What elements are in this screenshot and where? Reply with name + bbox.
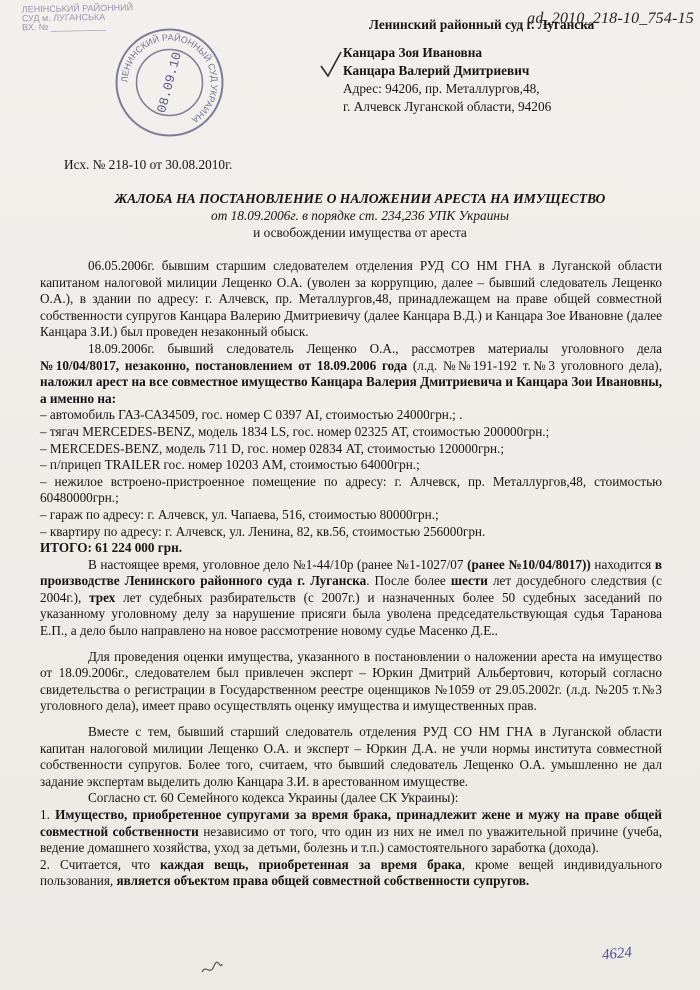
document-body [40, 258, 662, 890]
paragraph-expert: Для проведения оценки имущества, указанного в постановлении о наложении ареста на имущество от 18.09.2006г., следователем был привлечен эксперт – Юркин Дмитрий Альбертович, который согласно свидетельства о регистрации в Государственном реестре оценщиков №1059 от 29.05.2002г. (л.д. №205 т.№3 уголовного дела), имеет право осуществлять оценку имущества и имущественных прав. [40, 648, 662, 714]
text-run: . После более [366, 573, 451, 589]
addressee-name-2: Канцара Валерий Дмитриевич [343, 63, 530, 78]
document-code: ad_2010_218-10_754-15 [527, 10, 694, 27]
text-run: находится [590, 556, 655, 572]
addressee-block [343, 16, 673, 116]
stamp-ring-text: ЛЕНИНСКИЙ РАЙОННЫЙ СУД УКРАИНА [119, 32, 220, 126]
text-run-bold: шести [450, 573, 488, 589]
paragraph-arrest [40, 341, 662, 407]
text-run: независимо от того, что один из них не имел по уважительной причине (учеба, ведение домашнего хозяйства, уход за детьми, болезнь и т.п.) самостоятельного заработка (дохода). [40, 823, 663, 856]
addressee-address-1: Адрес: 94206, пр. Металлургов,48, [343, 81, 540, 96]
text-run-bold: (ранее №10/04/8017)) [467, 556, 591, 572]
list-item: – автомобиль ГАЗ-САЗ4509, гос. номер С 0397 АІ, стоимостью 24000грн.; . [40, 407, 463, 423]
registration-stamp-line: ВХ. № ___________ [21, 20, 106, 33]
title-line-3: и освобождении имущества от ареста [253, 225, 467, 240]
handwritten-scribble-icon [200, 958, 224, 978]
addressee-address-2: г. Алчевск Луганской области, 94206 [343, 99, 552, 114]
paragraph-search: 06.05.2006г. бывшим старшим следователем отделения РУД СО НМ ГНА в Луганской области капитаном налоговой милиции Лещенко О.А. (уволен за коррупцию, далее – бывший следователь Лещенко О.А.), в здании по адресу: г. Алчевск, пр. Металлургов,48, принадлежащем на праве общей совместной собственности супругов Канцара Валерию Дмитриевичу (далее Канцара В.Д.) и Канцара Зое Ивановне (далее Канцара З.И.) был проведен незаконный обыск. [40, 258, 662, 340]
text-run-bold: №10/04/8017, незаконно, постановлением от 18.09.2006 года [40, 357, 408, 373]
handwritten-page-number: 4624 [601, 944, 633, 964]
document-title [60, 190, 660, 241]
text-run-bold: трех [89, 589, 116, 605]
text-run-bold: в производстве Ленинского районного суда г. Луганска [40, 556, 663, 589]
text-run: 18.09.2006г. бывший следователь Лещенко О.А., рассмотрев материалы уголовного дела [88, 340, 662, 356]
handwritten-checkmark-icon [318, 50, 344, 80]
list-item: – гараж по адресу: г. Алчевск, ул. Чапаева, 516, стоимостью 80000грн.; [40, 506, 439, 522]
title-line-1: ЖАЛОБА НА ПОСТАНОВЛЕНИЕ О НАЛОЖЕНИИ АРЕСТА НА ИМУЩЕСТВО [114, 191, 606, 206]
law-clause-1 [40, 807, 662, 857]
outgoing-number: Исх. № 218-10 от 30.08.2010г. [64, 157, 233, 172]
list-item: – п/прицеп TRAILER гос. номер 10203 АМ, стоимостью 64000грн.; [40, 457, 420, 473]
registration-stamp-line: СУД м. ЛУГАНСЬКА [21, 11, 106, 24]
paragraph-law-reference: Согласно ст. 60 Семейного кодекса Украины (далее СК Украины): [88, 790, 459, 806]
text-run: (л.д. №№191-192 т.№3 уголовного дела), [407, 357, 662, 373]
text-run: , кроме вещей индивидуального пользования, [40, 856, 662, 889]
paragraph-case-status [40, 557, 662, 640]
text-run: 1. [40, 807, 56, 822]
list-item: – MERCEDES-BENZ, модель 711 D, гос. номер 02834 АТ, стоимостью 120000грн.; [40, 440, 504, 456]
stamp-area [0, 0, 265, 150]
stamp-date: 08.09.10 [154, 50, 185, 115]
text-run-bold: наложил арест на все совместное имущество Канцара Валерия Дмитриевича и Канцара Зои Ивановны, а именно на: [40, 374, 662, 406]
list-item: – тягач MERCEDES-BENZ, модель 1834 LS, гос. номер 02325 АТ, стоимостью 200000грн.; [40, 423, 550, 439]
list-item: – нежилое встроено-пристроенное помещение по адресу: г. Алчевск, пр. Металлургов,48, стоимостью 60480000грн.; [40, 473, 662, 506]
addressee-court: Ленинский районный суд г. Луганска [369, 17, 595, 32]
law-clause-2 [40, 857, 662, 890]
text-run: лет досудебного следствия (с 2004г.), [40, 573, 662, 605]
text-run-bold: является объектом права общей совместной собственности супругов. [116, 873, 530, 889]
registration-stamp-line: ЛЕНІНСЬКИЙ РАЙОННИЙ [21, 2, 134, 15]
text-run: В настоящее время, уголовное дело №1-44/10р (ранее №1-1027/07 [88, 556, 468, 572]
title-line-2: от 18.09.2006г. в порядке ст. 234,236 УПК Украины [211, 208, 509, 223]
addressee-name-1: Канцара Зоя Ивановна [343, 45, 483, 60]
text-run-bold: Имущество, приобретенное супругами за время брака, принадлежит жене и мужу на праве общей совместной собственности [40, 807, 663, 839]
total-line: ИТОГО: 61 224 000 грн. [40, 540, 183, 556]
text-run: лет судебных разбирательств (с 2007г.) и назначенных более 50 судебных заседаний по указанному уголовному делу за нарушение присяги была уволена председательствующая судья Таранова Е.П., а дело было направлено на новое рассмотрение новому судье Масенко Д.Е.. [40, 589, 662, 639]
text-run: 2. Считается, что [40, 856, 160, 872]
paragraph-violation: Вместе с тем, бывший старший следователь отделения РУД СО НМ ГНА в Луганской области капитан налоговой милиции Лещенко О.А. и эксперт – Юркин Д.А. не учли нормы института совместной собственности супругов. Более того, считаем, что бывший следователь Лещенко О.А. умышленно не дал задание экспертам выделить долю Канцара З.И. в арестованном имуществе. [40, 724, 662, 789]
round-postal-stamp [112, 25, 227, 140]
text-run-bold: каждая вещь, приобретенная за время брака [160, 856, 462, 872]
list-item: – квартиру по адресу: г. Алчевск, ул. Ленина, 82, кв.56, стоимостью 256000грн. [40, 523, 486, 539]
